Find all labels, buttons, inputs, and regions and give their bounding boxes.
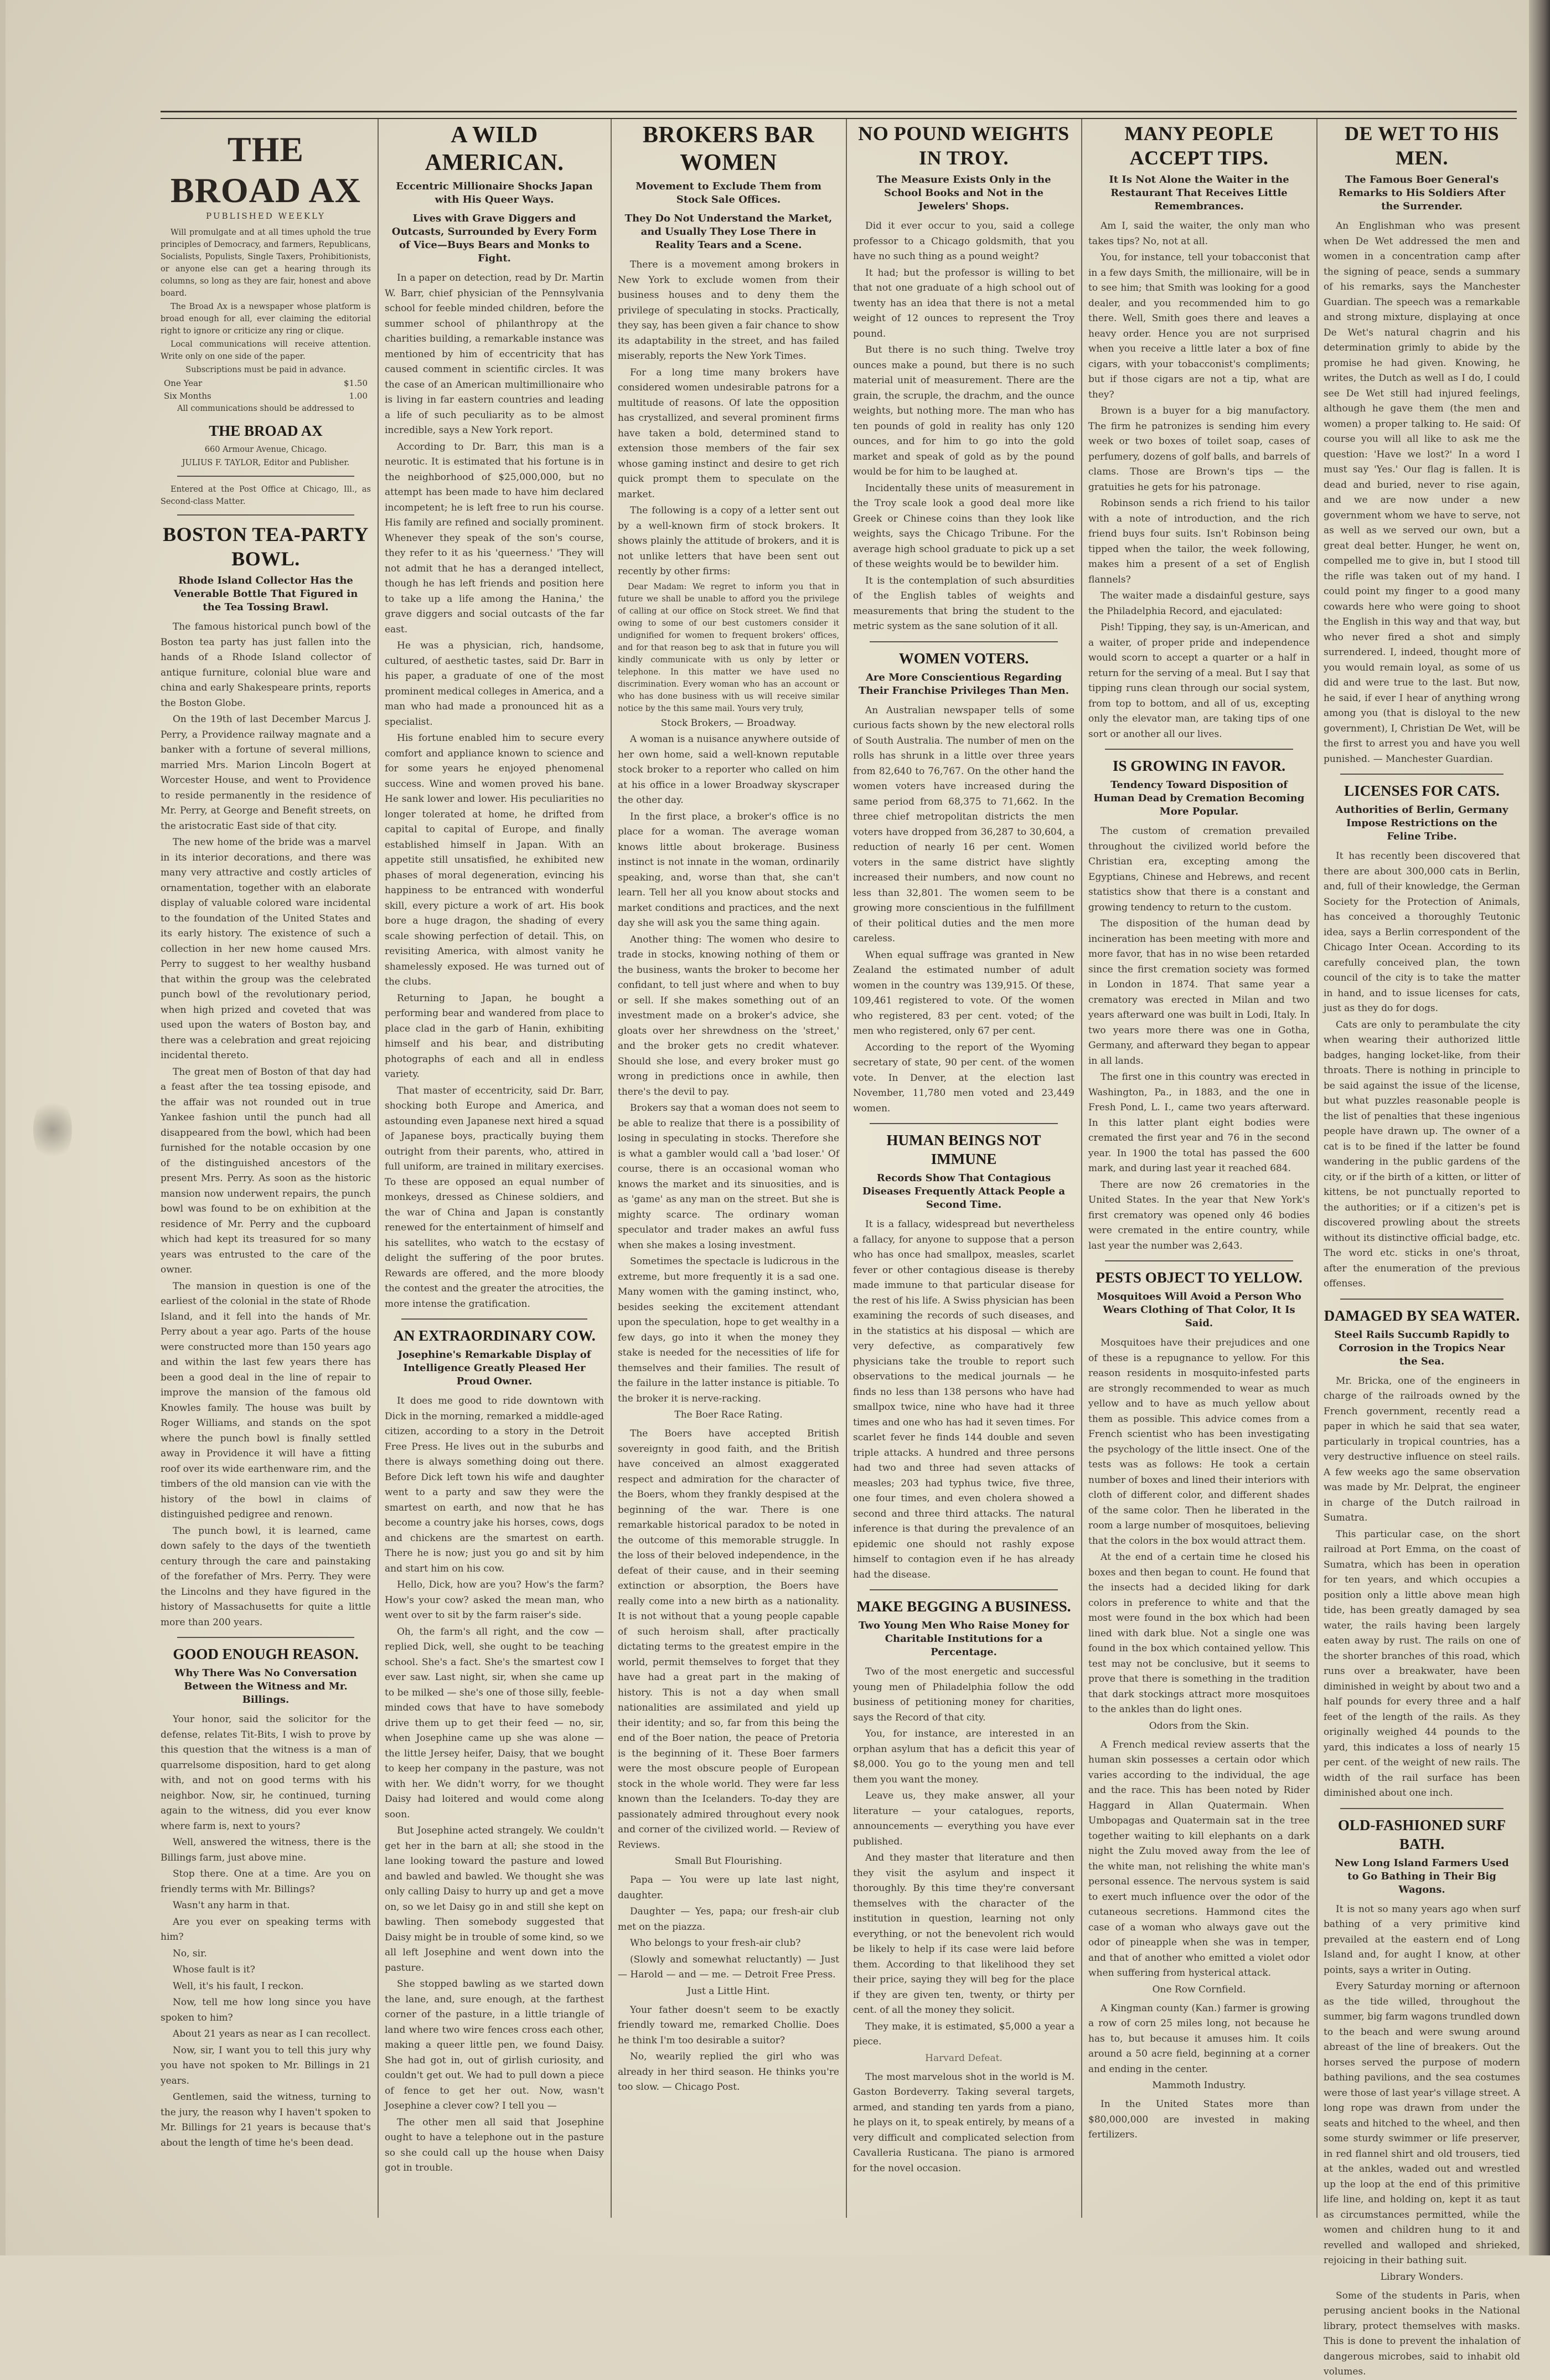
headline-licenses-cats: LICENSES FOR CATS.	[1344, 782, 1500, 799]
paragraph: An Australian newspaper tells of some curious facts shown by the new electoral rolls of South Australia. The number of men on the rolls has shrunk in a little over three years from 82,640 to 76,767. On the other hand the women voters have increased during the same period from 68,375 to 71,662. In the three chief metropolitan districts the men voters have dropped from 36,287 to 30,604, a reduction of nearly 16 per cent. Women voters in the same district have slightly increased their numbers, and now count no less than 32,801. The women seem to be growing more conscientious in the fulfillment of their political duties and the men more careless.	[853, 704, 1074, 944]
paragraph: Are you ever on speaking terms with him?	[161, 1916, 371, 1943]
paragraph: No, wearily replied the girl who was already in her third season. He thinks you're too slow. — Chicago Post.	[618, 2051, 839, 2093]
masthead-editor: JULIUS F. TAYLOR, Editor and Publisher.	[182, 459, 350, 467]
paragraph: The famous historical punch bowl of the Boston tea party has just fallen into the hands of a Rhode Island collector of antique furniture, colonial blue ware and china and early Shakespeare prints, reports the Boston Globe.	[161, 621, 371, 709]
paragraph: That master of eccentricity, said Dr. Barr, shocking both Europe and America, and astounding even Japanese next hired a squad of Japanese boys, practically buying them outright from their parents, who, attired in full uniform, are trained in military exercises. To these are opposed an equal number of monkeys, dressed as Chinese soldiers, and the war of China and Japan is constantly renewed for the entertainment of himself and his satellites, who watch to the ecstasy of delight the suffering of the poor brutes. Rewards are offered, and the more bloody the contest and the greater the atrocities, the more intense the gratification.	[385, 1085, 604, 1310]
separator	[1340, 774, 1504, 775]
paragraph: He was a physician, rich, handsome, cultured, of aesthetic tastes, said Dr. Barr in his paper, a graduate of one of the most prominent medical colleges in America, and a man who had made a pronounced hit as a specialist.	[385, 640, 604, 728]
masthead-paper-name: THE BROAD AX	[209, 423, 323, 439]
paragraph: Daughter — Yes, papa; our fresh-air club met on the piazza.	[618, 1906, 839, 1933]
paragraph: Well, it's his fault, I reckon.	[173, 1980, 304, 1992]
headline-make-begging: MAKE BEGGING A BUSINESS.	[856, 1598, 1071, 1615]
deck: Two Young Men Who Raise Money for Charitable Institutions for a Percentage.	[859, 1620, 1069, 1658]
subhead-little-hint: Just a Little Hint.	[687, 1985, 770, 1997]
paragraph: Now, sir, I want you to tell this jury why you have not spoken to Mr. Billings in 21 years.	[161, 2044, 371, 2087]
headline-de-wet: DE WET TO HIS MEN.	[1345, 122, 1499, 169]
deck: Why There Was No Conversation Between the Witness and Mr. Billings.	[174, 1667, 357, 1706]
column-rule	[1316, 119, 1318, 2218]
paragraph: (Slowly and somewhat reluctantly) — Just — Harold — and — me. — Detroit Free Press.	[618, 1954, 839, 1980]
column-rule	[846, 119, 847, 2218]
page-right-edge-shadow	[1529, 0, 1550, 2255]
headline-pests-yellow: PESTS OBJECT TO YELLOW.	[1096, 1269, 1303, 1286]
paragraph: Well, answered the witness, there is the Billings farm, just above mine.	[161, 1837, 371, 1863]
paragraph: The most marvelous shot in the world is M. Gaston Bordeverry. Taking several targets, armed, and standing ten yards from a piano, he plays on it, to speak entirely, by means of a very difficult and complicated selection from Cavalleria Rusticana. The piano is armored for the novel occasion.	[853, 2071, 1074, 2174]
separator	[870, 641, 1058, 642]
deck: Josephine's Remarkable Display of Intelligence Greatly Pleased Her Proud Owner.	[397, 1349, 591, 1387]
separator	[177, 1637, 354, 1638]
subhead-boer-race: The Boer Race Rating.	[674, 1409, 783, 1420]
paragraph: His fortune enabled him to secure every comfort and appliance known to science and for some years he enjoyed phenomenal success. Wine and women proved his bane. He sank lower and lower. His peculiarities no longer tolerated at home, he drifted from capital to capital of Europe, and finally established himself in Japan. With an appetite still unsatisfied, he exhibited new phases of moral degeneration, evincing his happiness to be entranced with wonderful skill, every picture a work of art. His book bore a huge dragon, the shading of every scale showing perfection of detail. This, on revisiting America, with almost vanity he shamelessly exposed. He was turned out of the clubs.	[385, 733, 604, 987]
deck: Movement to Exclude Them from Stock Sale Offices.	[636, 181, 822, 205]
paragraph: And they master that literature and then they visit the asylum and inspect it thoroughly. By this time they're conversant themselves with the character of the institution in question, learning not only everything, or not the benevolent rich would be likely to help if its case were laid before them. According to that likelihood they set their price, saying they will beg for the place if they are given ten, twenty, or thirty per cent. of all the money they solicit.	[853, 1852, 1074, 2016]
masthead-street: 660 Armour Avenue, Chicago.	[204, 445, 327, 454]
column-6	[1324, 119, 1520, 2377]
paragraph: But there is no such thing. Twelve troy ounces make a pound, but there is no such material unit of measurement. There are the grain, the scruple, the drachm, and the ounce weights, but nothing more. The man who has ten pounds of gold in reality has only 120 ounces, and for him to go into the gold market and speak of gold as by the pound would be for him to be laughed at.	[853, 344, 1074, 477]
separator	[870, 1589, 1058, 1590]
paragraph: There is a movement among brokers in New York to exclude women from their business houses and to deny them the privilege of speculating in stocks. Practically, they say, has been given a fair chance to show its adaptability in the street, and has failed miserably, reports the New York Times.	[618, 259, 839, 362]
masthead-address-intro: All communications should be addressed to	[177, 404, 354, 413]
separator	[401, 1318, 587, 1320]
paragraph: Cats are only to perambulate the city when wearing their authorized little badges, hanging locket-like, from their throats. There is nothing in principle to be said against the issue of the license, but what puzzles reasonable people is the list of penalties that these ingenious people have drawn up. The owner of a cat is to be fined if the latter be found wandering in the public gardens of the city, or if the birth of a kitten, or litter of kittens, be not punctually reported to the authorities; or if a citizen's pet is discovered prowling about the streets without its distinctive official badge, etc. The word etc. sticks in one's throat, after the enumeration of the previous offenses.	[1324, 1019, 1520, 1289]
headline-good-enough-reason: GOOD ENOUGH REASON.	[173, 1646, 359, 1662]
paragraph: It is a fallacy, widespread but nevertheless a fallacy, for anyone to suppose that a person who has once had smallpox, measles, scarlet fever or other contagious disease is thereby made immune to that particular disease for the rest of his life. A Swiss physician has been examining the records of such diseases, and in the statistics at his disposal — which are very defective, as comparatively few physicians take the trouble to report such observations to the medical journals — he finds no less than 138 persons who have had smallpox twice, nine who have had it three times and one who has had it seven times. For scarlet fever he finds 144 double and seven triple attacks. A hundred and three persons had two and three had seven attacks of measles; 203 had typhus twice, five three, one four times, and even cholera showed a second and three third attacks. The natural inference is that during the prevalence of an epidemic one should not rashly expose himself to contagion even if he has already had the disease.	[853, 1219, 1074, 1580]
separator	[870, 1123, 1058, 1124]
paragraph: Incidentally these units of measurement in the Troy scale look a good deal more like Greek or Chinese coins than they look like weights, says the Chicago Tribune. For the average high school graduate to pick up a set of these weights would be to bewilder him.	[853, 482, 1074, 570]
paragraph: The Boers have accepted British sovereignty in good faith, and the British have conceived an almost exaggerated respect and admiration for the character of the Boers, whom they frankly despised at the beginning of the war. There is one remarkable historical paradox to be noted in the outcome of this memorable struggle. In the loss of their beloved independence, in the defeat of their cause, and in their seeming extinction or absorption, the Boers have really come into a new birth as a nationality. It is not without that a young people capable of such heroism shall, after practically dictating terms to the greatest empire in the world, permit themselves to forget that they have had a great part in the making of history. This is not a day when small nationalities are assimilated and yield up their identity; and so, far from this being the end of the Boer nation, the peace of Pretoria is the beginning of it. These Boer farmers were the most obscure people of European stock in the whole world. They were far less known than the Icelanders. To-day they are passionately admired throughout every nook and corner of the civilized world. — Review of Reviews.	[618, 1428, 839, 1851]
paragraph: The mansion in question is one of the earliest of the colonial in the state of Rhode Island, and it fell into the hands of Mr. Perry about a year ago. Parts of the house were constructed more than 150 years ago and within the last few years there has been a good deal in the line of repair to improve the mansion of the famous old Knowles family. The house was built by Roger Williams, and stands on the spot where the punch bowl is finally settled away in Providence it will have a fitting roof over its wide earthenware rim, and the timbers of the old mansion can vie with the history of the bowl in claims of distinguished pedigree and renown.	[161, 1280, 371, 1520]
paragraph: Robinson sends a rich friend to his tailor with a note of introduction, and the rich friend buys four suits. Isn't Robinson being tipped when the tailor, the week following, makes him a present of a set of English flannels?	[1088, 498, 1310, 585]
paragraph: You, for instance, tell your tobacconist that in a few days Smith, the millionaire, will be in to see him; that Smith was looking for a good dealer, and you recommended him to go there. Well, Smith goes there and leaves a heavy order. Hence you are not surprised when you receive a little later a box of fine cigars, with your tobacconist's compliments; but if those cigars are not a tip, what are they?	[1088, 252, 1310, 400]
deck: Are More Conscientious Regarding Their Franchise Privileges Than Men.	[858, 671, 1070, 697]
headline-brokers-bar-women: BROKERS BAR WOMEN	[642, 122, 815, 176]
paragraph: Brokers say that a woman does not seem to be able to realize that there is a possibility of losing in speculating in stocks. Therefore she is what a gambler would call a 'bad loser.' Of course, there is an occasional woman who knows the market and its sinuosities, and is as 'game' as any man on the street. But she is mighty scarce. The ordinary woman speculator and trader makes an awful fuss when she makes a losing investment.	[618, 1103, 839, 1251]
deck: Eccentric Millionaire Shocks Japan with His Queer Ways.	[396, 181, 593, 205]
paragraph: You, for instance, are interested in an orphan asylum that has a deficit this year of $8,000. You go to the young men and tell them you want the money.	[853, 1728, 1074, 1785]
column-4	[853, 119, 1074, 2218]
paragraph: Mr. Bricka, one of the engineers in charge of the railroads owned by the French government, recently read a paper in which he said that sea water, particularly in tropical countries, has a very destructive influence on steel rails. A few weeks ago the same observation was made by Mr. Delprat, the engineer in charge of the Dutch railroad in Sumatra.	[1324, 1375, 1520, 1523]
paragraph: On the 19th of last December Marcus J. Perry, a Providence railway magnate and a banker with a fortune of several millions, married Mrs. Marion Lincoln Bogert at Worcester House, and went to Providence to reside permanently in the residence of Mr. Perry, at George and Benefit streets, on the aristocratic East side of that city.	[161, 714, 371, 832]
paragraph: Stop there. One at a time. Are you on friendly terms with Mr. Billings?	[161, 1868, 371, 1895]
separator	[1340, 1299, 1504, 1300]
subhead-mammoth-industry: Mammoth Industry.	[1152, 2080, 1246, 2091]
paragraph: Now, tell me how long since you have spoken to him?	[161, 1997, 371, 2023]
headline-growing-in-favor: IS GROWING IN FAVOR.	[1112, 758, 1285, 774]
paragraph: In the first place, a broker's office is no place for a woman. The average woman knows little about brokerage. Business instinct is not innate in the woman, ordinarily speaking, and, worse than that, she can't learn. Tell her all you know about stocks and market conditions and practices, and the next day she will ask you the same thing again.	[618, 811, 839, 929]
paragraph: It had; but the professor is willing to bet that not one graduate of a high school out of twenty has an idea that there is not a metal weight of 12 ounces to represent the Troy pound.	[853, 267, 1074, 339]
paragraph: Am I, said the waiter, the only man who takes tips? No, not at all.	[1088, 220, 1310, 247]
paragraph: Brown is a buyer for a big manufactory. The firm he patronizes is sending him every week or two boxes of toilet soap, cases of perfumery, dozens of golf balls, and barrels of clams. Those are Brown's tips — the gratuities he gets for his patronage.	[1088, 405, 1310, 493]
column-3	[618, 119, 839, 2218]
paragraph: The disposition of the human dead by incineration has been meeting with more and more favor, that has in no wise been retarded since the first cremation society was formed in London in 1874. That same year a crematory was erected in Milan and two years afterward one was built in Lodi, Italy. In two years more there was one in Gotha, Germany, and afterward they began to appear in all lands.	[1088, 918, 1310, 1067]
deck: Authorities of Berlin, Germany Impose Restrictions on the Feline Tribe.	[1335, 804, 1508, 842]
paragraph: In a paper on detection, read by Dr. Martin W. Barr, chief physician of the Pennsylvania school for feeble minded children, before the summer school of philanthropy at the charities building, a remarkable instance was mentioned by him of eccentricity that has caused comment in scientific circles. It was the case of an American multimillionaire who is living in far eastern countries and leading a life of such peculiarity as to be almost incredible, says a New York report.	[385, 272, 604, 436]
paragraph: Two of the most energetic and successful young men of Philadelphia follow the odd business of petitioning money for charities, says the Record of that city.	[853, 1666, 1074, 1723]
masthead-notice: The Broad Ax is a newspaper whose platform is broad enough for all, ever claiming the editorial right to ignore or criticize any ring or clique.	[161, 302, 371, 336]
paragraph: It is not so many years ago when surf bathing of a very primitive kind prevailed at the eastern end of Long Island and, for aught I know, at other points, says a writer in Outing.	[1324, 1903, 1520, 1976]
paragraph: The great men of Boston of that day had a feast after the tea tossing episode, and the affair was not rounded out in true Yankee fashion until the punch had all disappeared from the bowl, which had been furnished for the notable occasion by one of the distinguished ancestors of the present Mrs. Perry. As soon as the historic mansion now underwent repairs, the punch bowl was found to be on exhibition at the residence of Mr. Perry and the cupboard which had kept its treasured for so many years was entrusted to the care of the owner.	[161, 1066, 371, 1275]
paragraph: Mosquitoes have their prejudices and one of these is a repugnance to yellow. For this reason residents in mosquito-infested parts are strongly recommended to wear as much yellow and to have as much yellow about them as possible. This advice comes from a French scientist who has been investigating the psychology of the little insect. One of the tests was as follows: He took a certain number of boxes and lined their interiors with cloth of different color, and different shades of the same color. Then he liberated in the room a large number of mosquitoes, believing that the colors in the box would attract them.	[1088, 1337, 1310, 1547]
deck: New Long Island Farmers Used to Go Bathing in Their Big Wagons.	[1335, 1857, 1509, 1895]
deck: Lives with Grave Diggers and Outcasts, Surrounded by Every Form of Vice—Buys Bears and Monks to Fight.	[391, 213, 597, 264]
separator	[1105, 749, 1293, 750]
paragraph: Hello, Dick, how are you? How's the farm? How's your cow? asked the mean man, who went over to sit by the farm raiser's side.	[385, 1579, 604, 1621]
paragraph: Your father doesn't seem to be exactly friendly toward me, remarked Chollie. Does he think I'm too desirable a suitor?	[618, 2004, 839, 2046]
paragraph: For a long time many brokers have considered women undesirable patrons for a multitude of reasons. Of late the opposition has crystallized, and several prominent firms have taken a bold, determined stand to extension those members of the fair sex whose gaming instinct and desire to get rich quick prompt them to speculate on the market.	[618, 367, 839, 500]
deck: It Is Not Alone the Waiter in the Restaurant That Receives Little Remembrances.	[1109, 174, 1289, 212]
masthead-title: THE BROAD AX	[170, 130, 361, 210]
deck: The Measure Exists Only in the School Books and Not in the Jewelers' Shops.	[876, 174, 1051, 212]
rate-row: One Year $1.50	[164, 378, 368, 388]
column-rule	[378, 119, 379, 2218]
masthead-contrib: Local communications will receive attention. Write only on one side of the paper.	[161, 340, 371, 361]
paragraph: Leave us, they make answer, all your literature — your catalogues, reports, announcements — everything you have ever published.	[853, 1790, 1074, 1847]
deck: Rhode Island Collector Has the Venerable Bottle That Figured in the Tea Tossing Brawl.	[173, 575, 358, 613]
paragraph: The waiter made a disdainful gesture, says the Philadelphia Record, and ejaculated:	[1088, 590, 1310, 617]
deck: Mosquitoes Will Avoid a Person Who Wears Clothing of That Color, It Is Said.	[1097, 1291, 1301, 1329]
masthead-intro: Will promulgate and at all times uphold the true principles of Democracy, and farmers, Republicans, Socialists, Populists, Single Taxers, Prohibitionists, or anyone else can get a hearing through its columns, so long as they are fair, honest and above board.	[161, 228, 371, 298]
masthead-entry: Entered at the Post Office at Chicago, Ill., as Second-class Matter.	[161, 485, 371, 506]
subhead-small-flourishing: Small But Flourishing.	[674, 1856, 783, 1867]
headline-extraordinary-cow: AN EXTRAORDINARY COW.	[393, 1327, 596, 1344]
paragraph: There are now 26 crematories in the United States. In the year that New York's first crematory was opened only 46 bodies were cremated in the entire country, while last year the number was 2,643.	[1088, 1179, 1310, 1251]
headline-wild-american: A WILD AMERICAN.	[425, 122, 564, 176]
separator	[177, 476, 354, 477]
paragraph: The following is a copy of a letter sent out by a well-known firm of stock brokers. It shows plainly the attitude of brokers, and it is not unlike letters that have been sent out recently by other firms:	[618, 505, 839, 577]
paragraph: Who belongs to your fresh-air club?	[630, 1938, 801, 1949]
ink-blot	[33, 1096, 72, 1163]
masthead-published-weekly: PUBLISHED WEEKLY	[206, 211, 326, 221]
paragraph: But Josephine acted strangely. We couldn't get her in the barn at all; she stood in the lane looking toward the pasture and lowed and bawled and bawled. We thought she was only calling Daisy to hurry up and get a move on, so we let Daisy go in and still she kept on bawling. Then somebody suggested that Daisy might be in trouble of some kind, so we all left Josephine and went down into the pasture.	[385, 1825, 604, 1974]
page-left-edge	[0, 0, 6, 2255]
deck: They Do Not Understand the Market, and Usually They Lose There in Reality Tears and a Scene.	[624, 213, 833, 251]
column-rule	[611, 119, 612, 2218]
paragraph: The other men all said that Josephine ought to have a telephone out in the pasture so she could call up the house when Daisy got in trouble.	[385, 2116, 604, 2173]
paragraph: It does me good to ride downtown with Dick in the morning, remarked a middle-aged citizen, according to a story in the Detroit Free Press. He lives out in the suburbs and there is always something doing out there. Before Dick left town his wife and daughter went to a party and saw they were the smartest on earth, and now that he has become a country jake his horses, cows, dogs and chickens are the smartest on earth. There he is now; just you go and sit by him and start him on his cow.	[385, 1395, 604, 1574]
letter-signature: Stock Brokers, — Broadway.	[660, 717, 797, 729]
paragraph: Your honor, said the solicitor for the defense, relates Tit-Bits, I wish to prove by this question that the witness is a man of quarrelsome disposition, hard to get along with, and not on good terms with his neighbor. Now, sir, he continued, turning again to the witness, did you ever know where farm is, next to yours?	[161, 1714, 371, 1832]
separator	[1105, 1260, 1293, 1261]
paragraph: Gentlemen, said the witness, turning to the jury, the reason why I haven't spoken to Mr. Billings for 21 years is because that's about the length of time he's been dead.	[161, 2091, 371, 2149]
paragraph: Sometimes the spectacle is ludicrous in the extreme, but more frequently it is a sad one. Many women with the gaming instinct, who, besides seeking the excitement attendant upon the speculation, hope to get wealthy in a few days, go into it when the money they stake is needed for the necessities of life for themselves and their families. The result of the failure in the latter instance is pitiable. To the broker it is nerve-racking.	[618, 1256, 839, 1404]
paragraph: An Englishman who was present when De Wet addressed the men and women in a concentration camp after the signing of peace, sends a summary of his remarks, says the Manchester Guardian. The speech was a remarkable and strong mixture, displaying at once De Wet's natural chagrin and his determination grimly to abide by the promise he had given. Knowing, he writes, the Dutch as well as I do, I could see De Wet still had injured feelings, although he gave them (the men and women) a proper talking to. He said: Of course you will all like to ask me the question: 'Have we lost?' In a word I must say 'Yes.' Our flag is fallen. It is dead and buried, never to rise again, and we are now under a new government whom we have to serve, not as well as we served our own, but a great deal better. Hunger, he went on, compelled me to give in, but I stood till the rifle was taken out of my hand. I could point my finger to a good many cowards here who were going to shoot the English in this way and that way, but who never fired a shot and simply surrendered. I, indeed, thought more of you would remain loyal, as some of us did and were true to the last. But now, he said, if ever I hear of anything wrong among you (that is disloyal to the new government), I, Christian De Wet, will be the first to arrest you and have you well punished. — Manchester Guardian.	[1324, 220, 1520, 765]
paragraph: The first one in this country was erected in Washington, Pa., in 1883, and the one in Fresh Pond, L. I., came two years afterward. In this latter plant eight bodies were cremated the first year and 76 in the second year. In 1900 the total has passed the 600 mark, and during last year it reached 684.	[1088, 1071, 1310, 1174]
paragraph: Returning to Japan, he bought a performing bear and wandered from place to place clad in the garb of Hanin, exhibiting himself and his bear, and distributing photographs of each and all in endless variety.	[385, 992, 604, 1080]
paragraph: The punch bowl, it is learned, came down safely to the days of the twentieth century through the care and painstaking of the forefather of Mrs. Perry. They were the Lincolns and they have figured in the history of Massachusetts for quite a little more than 200 years.	[161, 1525, 371, 1628]
masthead-subs: Subscriptions must be paid in advance.	[185, 365, 346, 374]
paragraph: Some of the students in Paris, when perusing ancient books in the National library, protect themselves with masks. This is done to prevent the inhalation of dangerous microbes, said to inhabit old volumes.	[1324, 2290, 1520, 2377]
paragraph: The custom of cremation prevailed throughout the civilized world before the Christian era, excepting among the Egyptians, Chinese and Hebrews, and recent statistics show that there is a constant and growing tendency to return to the custom.	[1088, 826, 1310, 913]
subhead-odors-skin: Odors from the Skin.	[1149, 1720, 1249, 1732]
paragraph: Wasn't any harm in that.	[173, 1900, 290, 1911]
paragraph: They make, it is estimated, $5,000 a year a piece.	[853, 2021, 1074, 2047]
headline-damaged-sea-water: DAMAGED BY SEA WATER.	[1324, 1307, 1520, 1324]
paragraph: No, sir.	[173, 1948, 207, 1959]
paragraph: She stopped bawling as we started down the lane, and, sure enough, at the farthest corner of the pasture, in a little triangle of land where two wire fences cross each other, making a queer little pen, we found Daisy. She had got in, out of girlish curiosity, and couldn't get out. We had to pull down a piece of fence to get her out. Now, wasn't Josephine a clever cow? I tell you —	[385, 1979, 604, 2111]
column-1	[161, 119, 371, 2218]
deck: Steel Rails Succumb Rapidly to Corrosion in the Tropics Near the Sea.	[1334, 1328, 1510, 1367]
paragraph: It has recently been discovered that there are about 300,000 cats in Berlin, and, full of their knowledge, the German Society for the Protection of Animals, has conceived a thoroughly Teutonic idea, says a Berlin correspondent of the Chicago Inter Ocean. According to its carefully conceived plan, the town council of the city is to take the matter in hand, and to issue licenses for cats, just as they do for dogs.	[1324, 851, 1520, 1014]
paragraph: Oh, the farm's all right, and the cow — replied Dick, well, she ought to be teaching school. She's a fact. She's the smartest cow I ever saw. Last night, sir, when she came up to be milked — she's one of those silly, feeble-minded cows that have to have somebody drive them up to get their feed — no, sir, when Josephine came up she was alone — the little Jersey heifer, Daisy, that we bought to keep her company in the pasture, was not with her. We didn't worry, for we thought Daisy had loitered and would come along soon.	[385, 1626, 604, 1820]
headline-surf-bath: OLD-FASHIONED SURF BATH.	[1337, 1816, 1506, 1852]
paragraph: Did it ever occur to you, said a college professor to a Chicago goldsmith, that you have no such thing as a pound weight?	[853, 220, 1074, 262]
paragraph: A French medical review asserts that the human skin possesses a certain odor which varies according to the individual, the age and the race. This has been noted by Rider Haggard in Allan Quatermain. When Umbopagas and Quatermain sat in the tree together waiting to kill elephants on a dark night the Zulu moved away from the lee of the white man, not relishing the white man's personal essence. The nervous system is said to exert much influence over the odor of the cutaneous secretions. Hammond cites the case of a woman who always gave out the odor of pineapple when she was in temper, and that of another who emitted a violet odor when suffering from hysterical attack.	[1088, 1739, 1310, 1979]
rate-row: Six Months 1.00	[164, 391, 368, 401]
headline-many-people-tips: MANY PEOPLE ACCEPT TIPS.	[1124, 122, 1274, 169]
deck: The Famous Boer General's Remarks to His Soldiers After the Surrender.	[1338, 174, 1506, 212]
paragraph: According to the report of the Wyoming secretary of state, 90 per cent. of the women vote. In Denver, at the election last November, 11,780 men voted and 23,449 women.	[853, 1042, 1074, 1114]
paragraph: Whose fault is it?	[173, 1964, 255, 1975]
headline-human-beings: HUMAN BEINGS NOT IMMUNE	[886, 1132, 1041, 1167]
letter-paragraph: Dear Madam: We regret to inform you that in future we shall be unable to afford you the privilege of calling at our office on Stock street. We find that owing to some of our best customers consider it undignified for women to frequent brokers' offices, and for that reason beg to ask that in future you will kindly communicate with us only by letter or telephone. In this matter we have used no discrimination. Every woman who has an account or who has done business with us will receive similar notice by the this same mail. Yours very truly,	[618, 582, 839, 713]
headline-boston-tea-party: BOSTON TEA-PARTY BOWL.	[163, 523, 369, 570]
subhead-marvelous-shot: Harvard Defeat.	[925, 2052, 1003, 2064]
column-rule	[1081, 119, 1082, 2218]
paragraph: According to Dr. Barr, this man is a neurotic. It is estimated that his fortune is in the neighborhood of $25,000,000, but no attempt has been made to have him declared incompetent; he is left free to run his course. His family are refined and socially prominent. Whenever they speak of the son's course, they refer to it as his 'queerness.' 'They will not admit that he has a deranged intellect, though he has left friends and position here to take up a life among the Hanina,' the grave diggers and social outcasts of the far east.	[385, 441, 604, 635]
paragraph: A Kingman county (Kan.) farmer is growing a row of corn 25 miles long, not because he has to, but because it amuses him. It coils around a 50 acre field, beginning at a corner and ending in the center.	[1088, 2002, 1310, 2075]
paragraph: About 21 years as near as I can recollect.	[173, 2028, 371, 2039]
paragraph: This particular case, on the short railroad at Port Emma, on the coast of Sumatra, which has been in operation for ten years, and which occupies a position only a little above mean high tide, has been greatly damaged by sea water, the rails having been largely eaten away by rust. The rails on one of the shorter branches of this road, which runs over a breakwater, have been diminished in weight by about two and a half pounds for every three and a half feet of the length of the rails. As they originally weighed 44 pounds to the yard, this indicates a loss of nearly 15 per cent. of the weight of new rails. The width of the rail surface has been diminished about one inch.	[1324, 1528, 1520, 1799]
subhead-library-wonders: Library Wonders.	[1380, 2271, 1464, 2283]
separator	[1340, 1808, 1504, 1809]
paragraph: When equal suffrage was granted in New Zealand the estimated number of adult women in the country was 139,915. Of these, 109,461 registered to vote. Of the women who registered, 83 per cent. voted; of the men who registered, only 67 per cent.	[853, 949, 1074, 1037]
column-5	[1088, 119, 1310, 2218]
paragraph: A woman is a nuisance anywhere outside of her own home, said a well-known reputable stock broker to a reporter who called on him at his office in a lower Broadway skyscraper the other day.	[618, 734, 839, 806]
header-rule	[161, 111, 1517, 119]
paragraph: Papa — You were up late last night, daughter.	[618, 1874, 839, 1901]
paragraph: It is the contemplation of such absurdities of the English tables of weights and measurements that bring the student to the metric system as the sane solution of it all.	[853, 575, 1074, 632]
paragraph: The new home of the bride was a marvel in its interior decorations, and there was many very attractive and costly articles of ornamentation, together with an elaborate display of valuable colored ware incidental to the foundation of the United States and its early history. The existence of such a collection in her new home caused Mrs. Perry to suggest to her wealthy husband that within the group was the celebrated punch bowl of the revolutionary period, when high prized and coveted that was used upon the waters of Boston bay, and there was a celebration and great rejoicing incidental thereto.	[161, 837, 371, 1061]
subhead-one-row-cornfield: One Row Cornfield.	[1152, 1984, 1246, 1995]
separator	[177, 514, 354, 516]
paragraph: In the United States more than $80,000,000 are invested in making fertilizers.	[1088, 2099, 1310, 2140]
deck: Records Show That Contagious Diseases Frequently Attack People a Second Time.	[862, 1172, 1066, 1210]
paragraph: Another thing: The women who desire to trade in stocks, knowing nothing of them or the business, wants the broker to become her confidant, to tell just where and when to buy or sell. If she makes something out of an investment made on a broker's advice, she gloats over her shrewdness on the 'street,' and the broker gets no credit whatever. Should she lose, and every broker must go wrong in predictions once in awhile, then there's the devil to pay.	[618, 934, 839, 1098]
paragraph: At the end of a certain time he closed his boxes and then began to count. He found that the insects had a decided liking for dark colors in preference to white and that the most were found in the box which had been lined with dark blue. Not a single one was found in the box which contained yellow. This test may not be conclusive, but it seems to prove that there is something in the tradition that dark stockings attract more mosquitoes to the ankles than do light ones.	[1088, 1552, 1310, 1715]
paragraph: Every Saturday morning or afternoon as the tide willed, throughout the summer, big farm wagons trundled down to the beach and were swung around abreast of the line of breakers. Out the horses served the purpose of modern bathing pavilions, and the sea costumes were those of last year's village street. A long rope was drawn from under the seats and hitched to the wheel, and then some sturdy swimmer or life preserver, in red flannel shirt and old trousers, tied at the ankles, waded out and wrestled up the loop at the end of this primitive life line, and holding on, kept it as taut as circumstances permitted, while the women and children hung to it and revelled and walloped and shrieked, rejoicing in their bathing suit.	[1324, 1981, 1520, 2266]
headline-women-voters: WOMEN VOTERS.	[898, 650, 1029, 667]
paragraph: Pish! Tipping, they say, is un-American, and a waiter, of proper pride and independence would scorn to accept a quarter or a half in return for the serving of a meal. But I say that tipping runs clean through our social system, from top to bottom, and all of us, excepting only the elevator man, are taking tips of one sort or another all our lives.	[1088, 622, 1310, 740]
deck: Tendency Toward Disposition of Human Dead by Cremation Becoming More Popular.	[1093, 779, 1305, 817]
column-2	[385, 119, 604, 2218]
headline-no-pound-weights: NO POUND WEIGHTS IN TROY.	[858, 122, 1070, 169]
